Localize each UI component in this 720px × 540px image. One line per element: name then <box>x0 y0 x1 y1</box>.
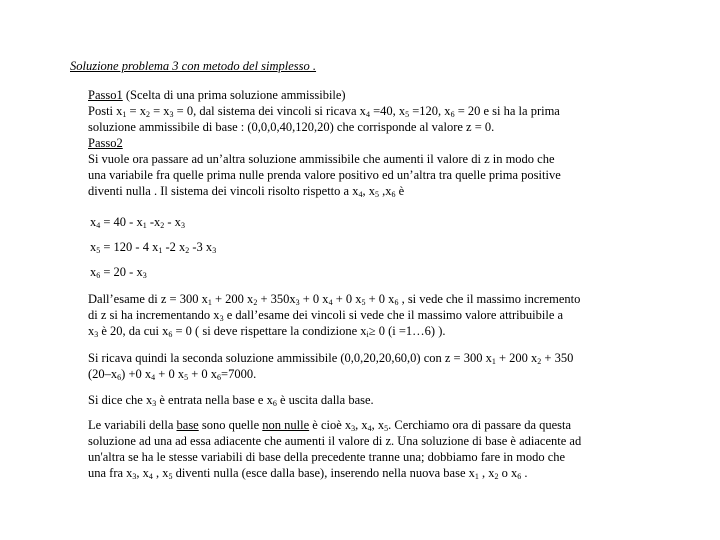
text: , x <box>152 466 169 480</box>
text: = x <box>149 104 170 118</box>
text: Si ricava quindi la seconda soluzione ammissibile (0,0,20,20,60,0) con z = 300 x <box>88 351 492 365</box>
text: una fra x <box>88 466 133 480</box>
sub: 3 <box>295 298 300 307</box>
sub: 2 <box>253 298 258 307</box>
sub: 6 <box>517 472 522 481</box>
text: = 120 - 4 x <box>100 240 159 254</box>
text: è uscita dalla base. <box>276 393 374 407</box>
text: Dall’esame di z = 300 x <box>88 292 208 306</box>
text: o x <box>498 466 518 480</box>
text: + 0 x <box>155 367 185 381</box>
text: Posti x <box>88 104 123 118</box>
sub: 4 <box>365 110 370 119</box>
equation-x6 <box>90 264 147 280</box>
text: x <box>90 240 97 254</box>
passo2-line1: Si vuole ora passare ad un’altra soluzione ammissibile che aumenti il valore di z in modo che <box>88 152 555 166</box>
sub: 2 <box>537 357 542 366</box>
sub: 6 <box>117 373 122 382</box>
sub: 1 <box>491 357 496 366</box>
text: =120, x <box>409 104 451 118</box>
text: sono quelle <box>198 418 263 432</box>
passo2-line2: una variabile fra quelle prima nulle prenda valore positivo ed un’altra tra quelle prima positive <box>88 168 561 182</box>
sub: 4 <box>367 424 372 433</box>
text: + 200 x <box>495 351 538 365</box>
text: x <box>90 265 97 279</box>
sub: 3 <box>142 271 147 280</box>
passo1-heading <box>88 87 700 103</box>
sub: 1 <box>474 472 479 481</box>
sub: 6 <box>96 271 101 280</box>
sub: 2 <box>185 246 190 255</box>
sub: 3 <box>180 221 185 230</box>
sub: 6 <box>450 110 455 119</box>
para1-line2 <box>88 307 700 323</box>
sub: 5 <box>384 424 389 433</box>
sub: 5 <box>374 190 379 199</box>
text: + 200 x <box>211 292 254 306</box>
para2-line1 <box>88 350 700 366</box>
sub: i <box>366 330 369 339</box>
sub: 5 <box>184 373 189 382</box>
text: , x <box>371 418 385 432</box>
sub: 6 <box>394 298 399 307</box>
sub: 4 <box>358 190 363 199</box>
sub: 3 <box>351 424 356 433</box>
text: . <box>521 466 528 480</box>
text: = 20 - x <box>100 265 143 279</box>
document-title: Soluzione problema 3 con metodo del simplesso . <box>70 59 317 73</box>
text: è cioè x <box>309 418 352 432</box>
sub: 3 <box>132 472 137 481</box>
text: x <box>88 324 95 338</box>
para4-line4 <box>88 465 700 481</box>
paragraph-second-solution <box>88 350 700 382</box>
text: = 0, dal sistema dei vincoli si ricava x <box>173 104 366 118</box>
passo1-subtitle: (Scelta di una prima soluzione ammissibile) <box>122 88 346 102</box>
sub: 3 <box>212 246 217 255</box>
paragraph-adjacent-solution <box>88 417 700 481</box>
passo1-label: Passo1 <box>88 88 123 102</box>
sub: 1 <box>158 246 163 255</box>
sub: 2 <box>145 110 150 119</box>
text: -3 x <box>189 240 213 254</box>
passo2-label: Passo2 <box>88 136 123 150</box>
text: è entrata nella base e x <box>156 393 273 407</box>
text: , x <box>136 466 149 480</box>
passo1-line2 <box>88 103 700 119</box>
sub: 6 <box>272 399 277 408</box>
sub: 6 <box>391 190 396 199</box>
para4-line1 <box>88 417 700 433</box>
equation-x5 <box>90 239 216 255</box>
text: - x <box>164 215 181 229</box>
text: =40, x <box>369 104 406 118</box>
text: è <box>395 184 405 198</box>
text: e dall’esame dei vincoli si vede che il massimo valore attribuibile a <box>223 308 564 322</box>
text: di z si ha incrementando x <box>88 308 220 322</box>
text: , x <box>355 418 368 432</box>
passo1-line3: soluzione ammissibile di base : (0,0,0,40,120,20) che corrisponde al valore z = 0. <box>88 120 495 134</box>
text: -2 x <box>162 240 186 254</box>
underlined-base: base <box>176 418 199 432</box>
text: -x <box>146 215 161 229</box>
para4-line2: soluzione ad una ad essa adiacente che aumenti il valore di z. Una soluzione di base è adiacente ad <box>88 434 582 448</box>
equation-x4 <box>90 214 185 230</box>
sub: 6 <box>217 373 222 382</box>
sub: 5 <box>361 298 366 307</box>
text: ,x <box>378 184 392 198</box>
text: Le variabili della <box>88 418 177 432</box>
text: = 20 e si ha la prima <box>454 104 560 118</box>
sub: 3 <box>219 314 224 323</box>
sub: 2 <box>494 472 499 481</box>
sub: 3 <box>94 330 99 339</box>
text: Si dice che x <box>88 393 153 407</box>
sub: 3 <box>169 110 174 119</box>
text: (20–x <box>88 367 118 381</box>
sub: 4 <box>328 298 333 307</box>
text: diventi nulla . Il sistema dei vincoli risolto rispetto a x <box>88 184 359 198</box>
text: = 40 - x <box>100 215 143 229</box>
text: + 350x <box>257 292 296 306</box>
sub: 2 <box>160 221 165 230</box>
sub: 6 <box>168 330 173 339</box>
sub: 5 <box>168 472 173 481</box>
text: , si vede che il massimo incremento <box>398 292 581 306</box>
passo-section <box>88 87 700 199</box>
sub: 4 <box>148 472 153 481</box>
text: = 0 ( si deve rispettare la condizione x <box>172 324 367 338</box>
text: ) +0 x <box>121 367 152 381</box>
text: + 350 <box>541 351 574 365</box>
text: diventi nulla (esce dalla base), inserendo nella nuova base x <box>172 466 475 480</box>
text: è 20, da cui x <box>98 324 169 338</box>
paragraph-analysis <box>88 291 700 339</box>
text: =7000. <box>221 367 257 381</box>
sub: 1 <box>207 298 212 307</box>
sub: 5 <box>96 246 101 255</box>
text: + 0 x <box>332 292 362 306</box>
sub: 3 <box>152 399 157 408</box>
para3-line1 <box>88 392 700 408</box>
text: = x <box>126 104 146 118</box>
sub: 5 <box>405 110 410 119</box>
sub: 4 <box>151 373 156 382</box>
sub: 1 <box>122 110 127 119</box>
para4-line3: un'altra se ha le stesse variabili di base della precedente tranne una; dobbiamo fare in modo che <box>88 450 566 464</box>
sub: 1 <box>142 221 147 230</box>
text: x <box>90 215 97 229</box>
para1-line3 <box>88 323 700 339</box>
underlined-non-nulle: non nulle <box>262 418 310 432</box>
para2-line2 <box>88 366 700 382</box>
para1-line1 <box>88 291 700 307</box>
text: + 0 x <box>299 292 329 306</box>
text: + 0 x <box>365 292 395 306</box>
sub: 4 <box>96 221 101 230</box>
text: . Cerchiamo ora di passare da questa <box>388 418 572 432</box>
text: , x <box>478 466 495 480</box>
text: , x <box>362 184 375 198</box>
text: + 0 x <box>188 367 218 381</box>
text: ≥ 0 (i =1…6) ). <box>368 324 446 338</box>
passo2-line3 <box>88 183 700 199</box>
passo2-heading <box>88 135 700 151</box>
paragraph-base-change <box>88 392 700 408</box>
